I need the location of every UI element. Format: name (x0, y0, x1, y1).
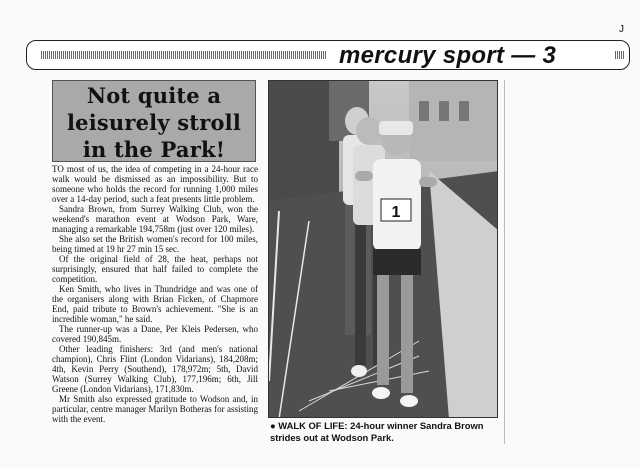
article-headline (52, 80, 256, 162)
article-paragraph: Ken Smith, who lives in Thundridge and was one of the organisers along with Brian Ficken, of Chapmore End, paid tribute to Brown's achievement. "She is an incredible woman," he said. (52, 284, 258, 324)
headline-line-2: leisurely stroll (66, 110, 242, 135)
column-divider (504, 80, 505, 444)
article-paragraph: Other leading finishers: 3rd (and men's national champion), Chris Flint (London Vidarians), 184,208m; 4th, Kevin Perry (Southend), 178,972m; 5th, David Watson (Surrey Walking Club), 177,196m; 6th, Jill Greene (London Vidarians), 171,830m. (52, 344, 258, 394)
masthead-hatch-left (41, 51, 327, 59)
article-paragraph: Mr Smith also expressed gratitude to Wodson and, in particular, centre manager Marilyn Botheras for assisting with the event. (52, 394, 258, 424)
masthead-hatch-right (615, 51, 625, 59)
article-paragraph: The runner-up was a Dane, Per Kleis Pedersen, who covered 190,845m. (52, 324, 258, 344)
race-photo-illustration (269, 81, 498, 418)
article-paragraph: Sandra Brown, from Surrey Walking Club, won the weekend's marathon event at Wodson Park, Ware, managing a remarkable 194,758m (just over 120 miles). (52, 204, 258, 234)
section-masthead-bar (26, 40, 630, 70)
photo-caption: ● WALK OF LIFE: 24-hour winner Sandra Brown strides out at Wodson Park. (270, 420, 484, 443)
race-photo (268, 80, 498, 418)
page-corner-letter: J (619, 24, 624, 35)
article-paragraph: Of the original field of 28, the heat, perhaps not surprisingly, ensured that half failed to complete the competition. (52, 254, 258, 284)
headline-line-1: Not quite a (86, 83, 222, 108)
race-bib-number: 1 (391, 204, 401, 221)
headline-line-3: in the Park! (82, 137, 226, 162)
article-paragraph: She also set the British women's record for 100 miles, being timed at 19 hr 27 min 15 sec. (52, 234, 258, 254)
masthead-title: mercury sport — 3 (339, 42, 557, 69)
article-body (52, 164, 258, 442)
article-paragraph: TO most of us, the idea of competing in a 24-hour race walk would be dismissed as an impossibility. But to someone who holds the record for running 1,000 miles over a 14-day period, such a feat presents little problem. (52, 164, 258, 204)
